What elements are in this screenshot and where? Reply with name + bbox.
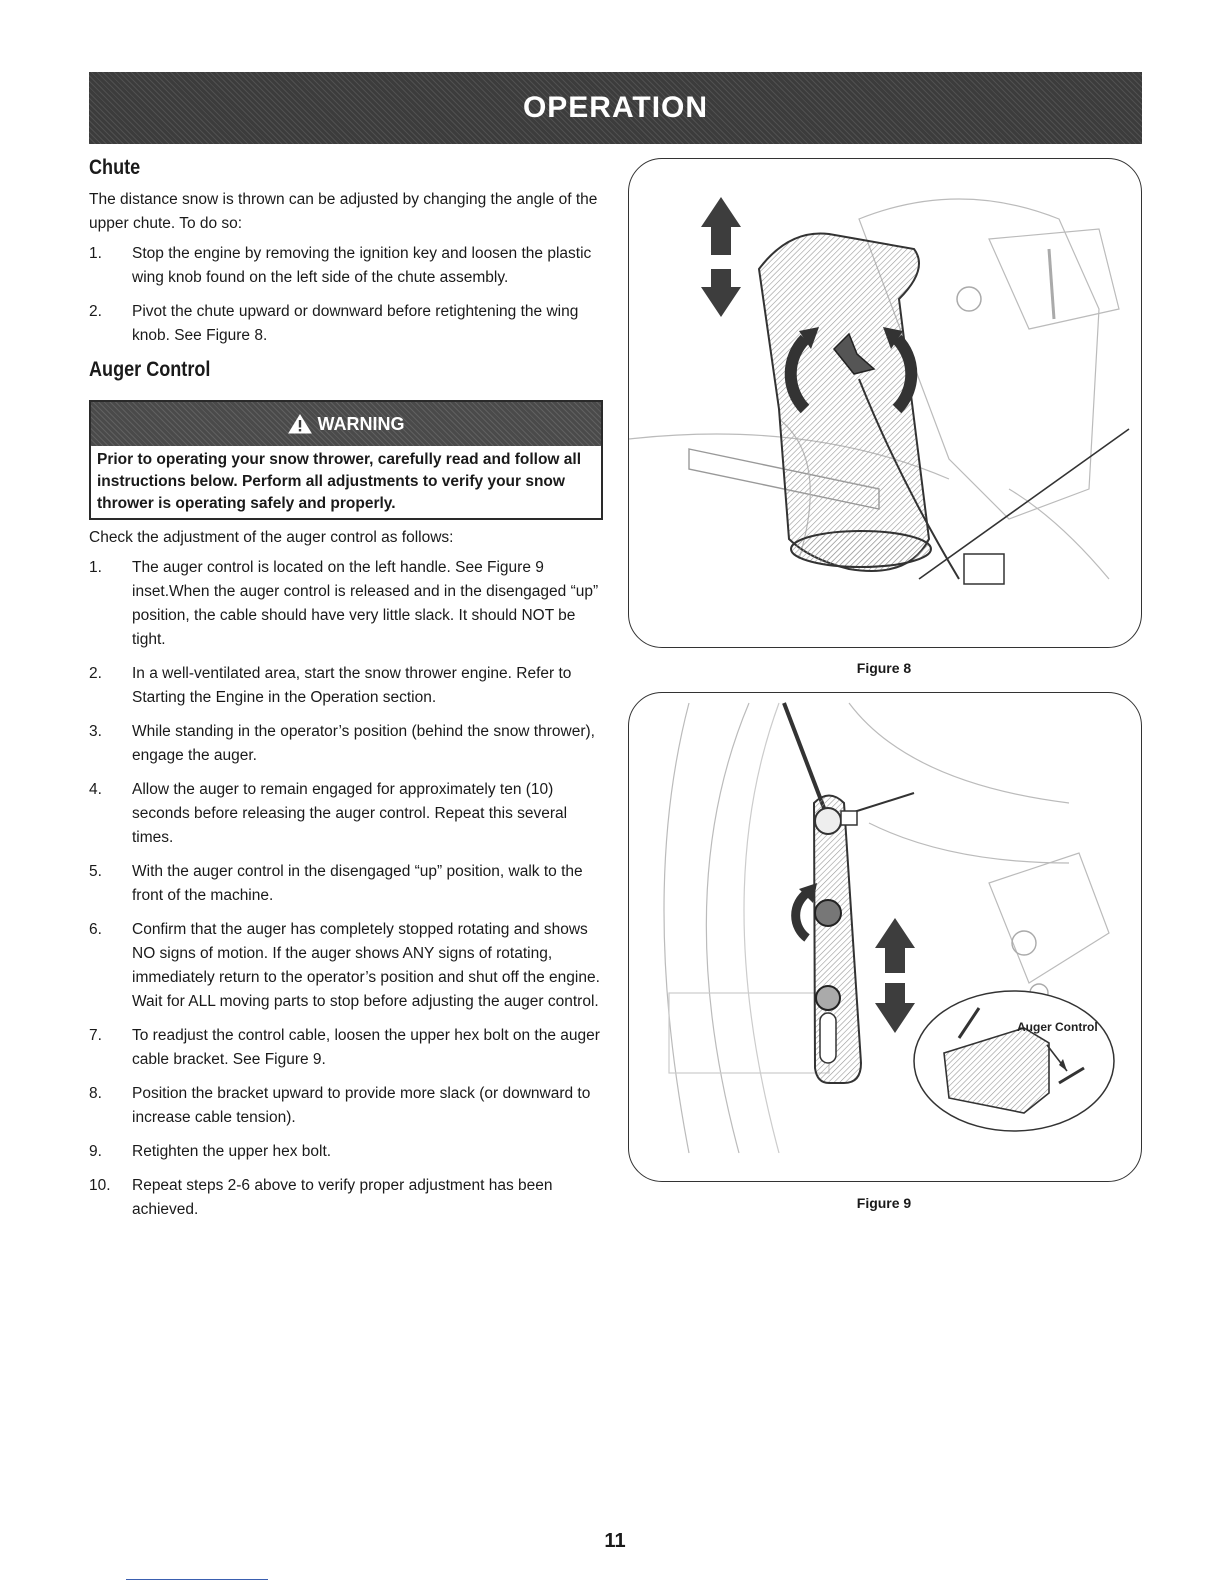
step-text: While standing in the operator’s position (behind the snow thrower), engage the auger.: [132, 723, 595, 764]
step-number: 2.: [89, 303, 102, 320]
warning-text: Prior to operating your snow thrower, carefully read and follow all instructions below. Perform all adjustments to verify your snow thrower is operating safely and properly.: [97, 451, 582, 512]
step-number: 7.: [89, 1027, 102, 1044]
footer-link-line: [126, 1579, 268, 1580]
auger-heading: Auger Control: [89, 358, 211, 381]
step-text: Pivot the chute upward or downward before retightening the wing knob. See Figure 8.: [132, 303, 579, 344]
warning-triangle-icon: [288, 414, 312, 434]
figure-8: [628, 158, 1142, 648]
list-item: [89, 860, 609, 908]
figure-9: [628, 692, 1142, 1182]
step-text: Stop the engine by removing the ignition key and loosen the plastic wing knob found on the left side of the chute assembly.: [132, 245, 592, 286]
step-text: Repeat steps 2-6 above to verify proper adjustment has been achieved.: [132, 1177, 553, 1218]
step-number: 1.: [89, 245, 102, 262]
step-text: In a well-ventilated area, start the snow thrower engine. Refer to Starting the Engine in the Operation section.: [132, 665, 572, 706]
figure-9-caption: Figure 9: [856, 1195, 912, 1211]
list-item: [89, 1140, 609, 1164]
auger-intro: Check the adjustment of the auger control as follows:: [89, 529, 454, 546]
list-item: [89, 1024, 609, 1072]
list-item: [89, 778, 609, 850]
list-item: [89, 662, 609, 710]
page-number: 11: [604, 1530, 626, 1552]
list-item: [89, 918, 609, 1014]
step-text: The auger control is located on the left handle. See Figure 9 inset.When the auger control is released and in the disengaged “up” position, the cable should have very little slack. It should NOT be tight.: [132, 559, 599, 648]
section-title: OPERATION: [522, 91, 709, 124]
chute-intro: The distance snow is thrown can be adjusted by changing the angle of the upper chute. To do so:: [89, 191, 598, 232]
warning-label: WARNING: [317, 413, 405, 434]
auger-bracket-illustration: [629, 693, 1141, 1181]
step-text: Retighten the upper hex bolt.: [132, 1143, 332, 1160]
step-number: 1.: [89, 559, 102, 576]
section-banner: [89, 72, 1142, 144]
step-text: Allow the auger to remain engaged for approximately ten (10) seconds before releasing the auger control. Repeat this several times.: [132, 781, 568, 846]
step-number: 3.: [89, 723, 102, 740]
step-number: 5.: [89, 863, 102, 880]
list-item: [89, 242, 609, 290]
step-text: With the auger control in the disengaged “up” position, walk to the front of the machine.: [132, 863, 583, 904]
auger-steps: [89, 556, 609, 1222]
left-column: [89, 156, 609, 1232]
step-number: 4.: [89, 781, 102, 798]
list-item: [89, 300, 609, 348]
inset-label: Auger Control: [1017, 1020, 1098, 1034]
chute-heading: Chute: [89, 156, 141, 179]
chute-steps: [89, 242, 609, 348]
list-item: [89, 1082, 609, 1130]
step-number: 9.: [89, 1143, 102, 1160]
list-item: [89, 720, 609, 768]
step-number: 2.: [89, 665, 102, 682]
step-number: 8.: [89, 1085, 102, 1102]
step-text: Confirm that the auger has completely stopped rotating and shows NO signs of motion. If the auger shows ANY signs of rotating, immediately return to the operator’s position and shut off the engine. Wait for ALL moving parts to stop before adjusting the auger control.: [132, 921, 600, 1010]
chute-illustration: [629, 159, 1141, 647]
step-number: 6.: [89, 921, 102, 938]
warning-box: [89, 400, 603, 520]
step-number: 10.: [89, 1177, 111, 1194]
list-item: [89, 1174, 609, 1222]
list-item: [89, 556, 609, 652]
warning-header: [91, 402, 601, 446]
step-text: To readjust the control cable, loosen the upper hex bolt on the auger cable bracket. See Figure 9.: [132, 1027, 600, 1068]
step-text: Position the bracket upward to provide more slack (or downward to increase cable tension).: [132, 1085, 591, 1126]
figure-8-caption: Figure 8: [856, 660, 912, 676]
